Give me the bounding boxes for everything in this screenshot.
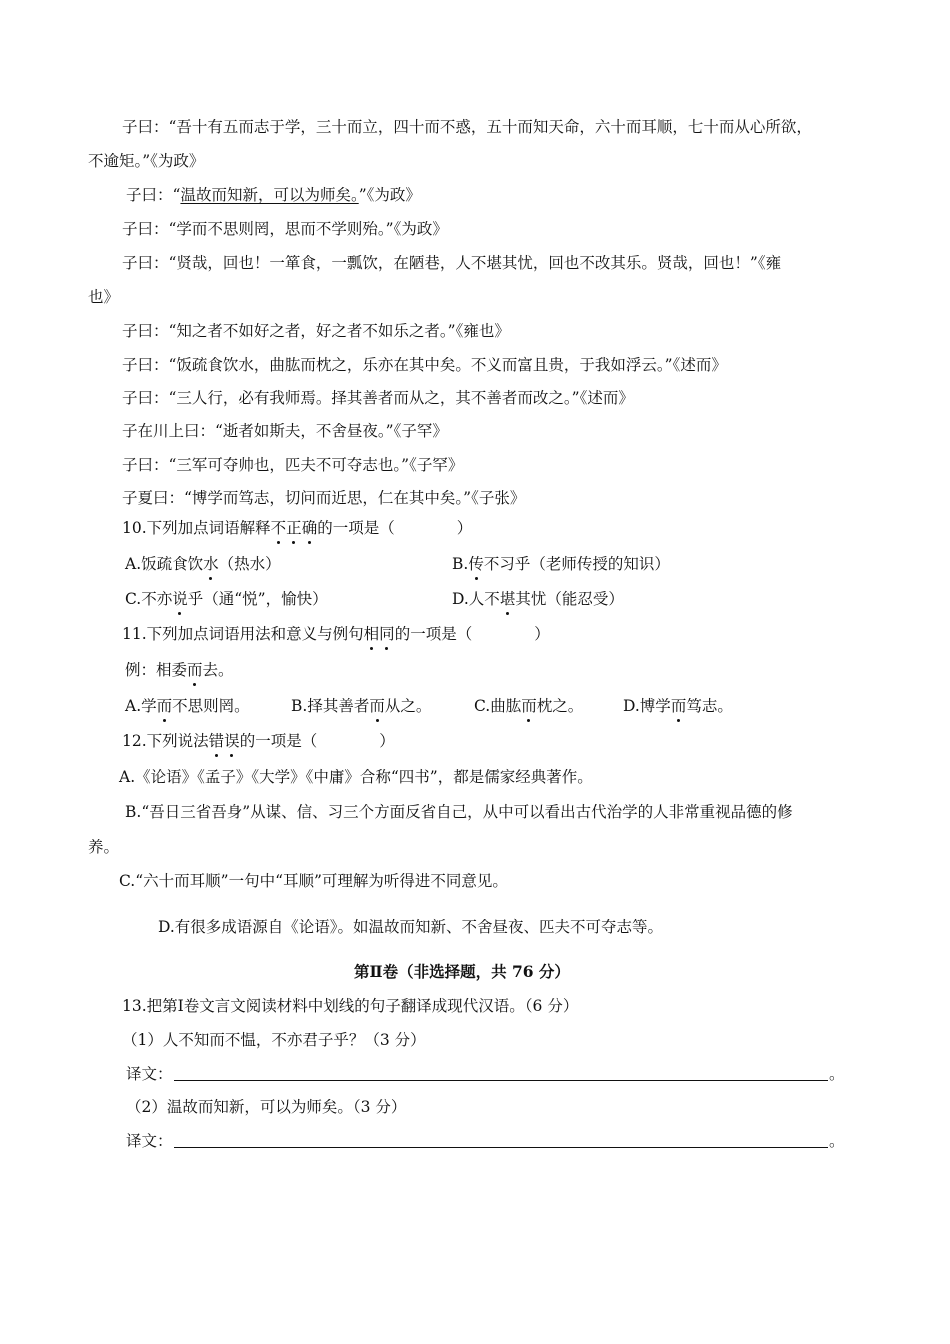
q11-example-dot: 而 [187,661,203,679]
q10-option-a [125,554,281,574]
q11-a-dot: 而 [156,697,173,715]
q12-option-a: A.《论语》《孟子》《大学》《中庸》合称“四书”，都是儒家经典著作。 [119,768,593,786]
q10-option-d [452,589,624,609]
q11-option-d [623,696,733,716]
q11-b-dot: 而 [369,697,385,715]
q10-stem [122,518,472,538]
q10-dot-3: 确 [301,519,318,537]
q10-dot-1: 不 [270,519,287,537]
q11-c-post: 枕之。 [536,697,584,715]
q10-b-pre: B. [452,555,469,573]
q11-c-pre: C.曲肱 [474,697,522,715]
q10-option-c [125,589,328,609]
quote-1-line-1: 子曰：“吾十有五而志于学，三十而立，四十而不惑，五十而知天命，六十而耳顺，七十而从心所欲， [122,118,812,136]
q10-a-pre: A.饭疏食饮 [125,555,204,573]
q11-a-post: 不思则罔。 [172,697,250,715]
q12-stem-post: 的一项是（ ） [239,732,395,750]
q11-example [125,660,234,680]
q13-answer-2-input[interactable] [174,1147,828,1148]
q10-b-dot: 传 [468,555,484,573]
q11-d-dot: 而 [670,697,687,715]
q11-d-post: 笃志。 [686,697,733,715]
q11-option-c [474,696,583,716]
q12-stem [122,731,395,751]
q13-answer-1-input[interactable] [174,1080,828,1081]
q11-dot-1: 相 [363,625,380,643]
q11-b-post: 从之。 [384,697,432,715]
quote-1-line-2: 不逾矩。”《为政》 [88,152,205,170]
q10-stem-post: 的一项是（ ） [317,519,473,537]
q13-answer-1-end: 。 [829,1065,845,1083]
q11-option-b [291,696,431,716]
q11-example-pre: 例：相委 [125,661,188,679]
q12-option-b-line-2: 养。 [88,838,120,856]
quote-2-prefix: 子曰：“ [126,186,181,204]
quote-10: 子夏曰：“博学而笃志，切问而近思，仁在其中矣。”《子张》 [122,489,526,507]
q10-c-dot: 说 [172,590,188,608]
q12-option-d: D.有很多成语源自《论语》。如温故而知新、不舍昼夜、匹夫不可夺志等。 [158,918,664,936]
q11-b-pre: B.择其善者 [291,697,370,715]
q10-d-dot: 堪 [499,590,516,608]
q10-c-pre: C.不亦 [125,590,173,608]
q13-answer-1-label: 译文： [126,1065,173,1083]
q12-stem-pre: 12.下列说法 [122,732,209,750]
q11-dot-2: 同 [379,625,395,643]
q13-answer-2-label: 译文： [126,1132,173,1150]
q12-dot-1: 错 [208,732,225,750]
quote-5: 子曰：“知之者不如好之者，好之者不如乐之者。”《雍也》 [122,322,510,340]
section-2-title: 第Ⅱ卷（非选择题，共 76 分） [354,962,570,981]
quote-4-line-1: 子曰：“贤哉，回也！一箪食，一瓢饮，在陋巷，人不堪其忧，回也不改其乐。贤哉，回也！”《雍 [122,254,782,272]
q13-answer-2-end: 。 [829,1132,845,1150]
q12-option-c: C.“六十而耳顺”一句中“耳顺”可理解为听得进不同意见。 [119,872,508,890]
q11-stem [122,624,550,644]
q11-stem-post: 的一项是（ ） [394,625,550,643]
q11-stem-pre: 11.下列加点词语用法和意义与例句 [122,625,364,643]
q10-a-dot: 水 [203,555,219,573]
quote-4-line-2: 也》 [88,288,120,306]
quote-6: 子曰：“饭疏食饮水，曲肱而枕之，乐亦在其中矣。不义而富且贵，于我如浮云。”《述而》 [122,356,727,374]
quote-2 [126,185,421,205]
q11-d-pre: D.博学 [623,697,671,715]
q10-a-post: （热水） [218,555,281,573]
q10-dot-2: 正 [286,519,302,537]
q12-dot-2: 误 [224,732,240,750]
q11-c-dot: 而 [521,697,537,715]
q13-sub-1: （1）人不知而不愠，不亦君子乎？（3 分） [122,1031,426,1049]
q11-example-post: 去。 [202,661,234,679]
q11-a-pre: A.学 [125,697,157,715]
quote-8: 子在川上曰：“逝者如斯夫，不舍昼夜。”《子罕》 [122,422,448,440]
q10-d-post: 其忧（能忍受） [515,590,624,608]
q10-stem-pre: 10.下列加点词语解释 [122,519,271,537]
q11-option-a [125,696,250,716]
quote-7: 子曰：“三人行，必有我师焉。择其善者而从之，其不善者而改之。”《述而》 [122,389,634,407]
quote-2-underlined: 温故而知新，可以为师矣。 [180,186,359,204]
quote-2-suffix: ”《为政》 [358,186,421,204]
q12-option-b-line-1: B.“吾日三省吾身”从谋、信、习三个方面反省自己，从中可以看出古代治学的人非常重视品德的修 [125,803,793,821]
q10-option-b [452,554,670,574]
q13-sub-2: （2）温故而知新，可以为师矣。（3 分） [126,1098,407,1116]
q10-d-pre: D.人不 [452,590,500,608]
q10-c-post: 乎（通“悦”，愉快） [187,590,328,608]
q10-b-post: 不习乎（老师传授的知识） [483,555,670,573]
quote-3: 子曰：“学而不思则罔，思而不学则殆。”《为政》 [122,220,448,238]
quote-9: 子曰：“三军可夺帅也，匹夫不可夺志也。”《子罕》 [122,456,464,474]
q13-stem: 13.把第Ⅰ卷文言文阅读材料中划线的句子翻译成现代汉语。（6 分） [122,997,579,1015]
